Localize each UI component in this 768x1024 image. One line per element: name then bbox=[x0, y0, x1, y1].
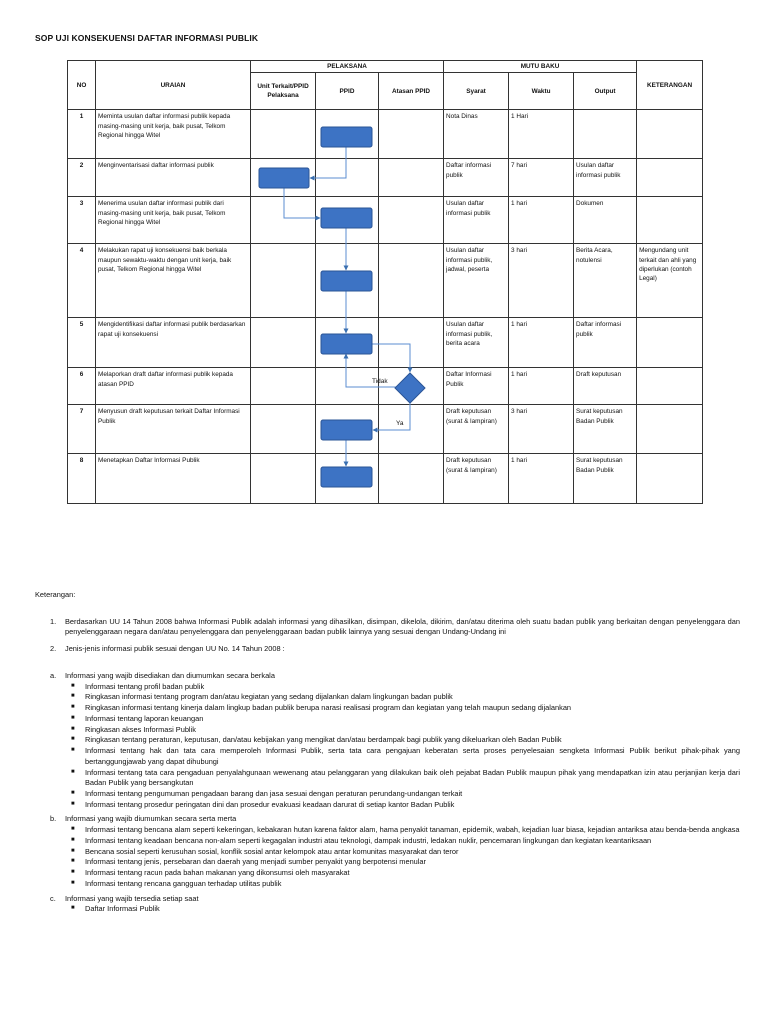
row-output: Daftar informasi publik bbox=[574, 318, 637, 368]
section-c-title bbox=[35, 894, 740, 905]
table-row bbox=[68, 197, 703, 244]
row-no: 7 bbox=[68, 405, 96, 454]
row-keterangan bbox=[637, 110, 703, 159]
row-syarat: Nota Dinas bbox=[444, 110, 509, 159]
row-syarat: Draft keputusan (surat & lampiran) bbox=[444, 454, 509, 504]
list-item: ■ Bencana sosial seperti kerusuhan sosial, konflik sosial antar kelompok atau antar komunitas masyarakat dan teror bbox=[71, 846, 459, 856]
row-syarat: Draft keputusan (surat & lampiran) bbox=[444, 405, 509, 454]
header-waktu: Waktu bbox=[509, 73, 574, 110]
row-no: 4 bbox=[68, 244, 96, 318]
list-item: ■ Informasi tentang bencana alam seperti kekeringan, kebakaran hutan karena faktor alam, hama penyakit tanaman, epidemik, wabah, kejadian luar biasa, kejadian antariksa atau benda-benda angkasa bbox=[71, 825, 740, 835]
row-uraian: Menginventarisasi daftar informasi publik bbox=[96, 159, 251, 197]
row-uraian: Menetapkan Daftar Informasi Publik bbox=[96, 454, 251, 504]
row-no: 5 bbox=[68, 318, 96, 368]
header-no: NO bbox=[68, 61, 96, 110]
row-output: Surat keputusan Badan Publik bbox=[574, 405, 637, 454]
note-number: 2. bbox=[50, 644, 57, 654]
list-item: ■ Informasi tentang profil badan publik bbox=[71, 681, 205, 691]
section-letter: a. bbox=[50, 670, 57, 680]
row-uraian: Melakukan rapat uji konsekuensi baik berkala maupun sewaktu-waktu dengan unit kerja, baik pusat, Telkom Regional hingga Witel bbox=[96, 244, 251, 318]
row-waktu: 1 hari bbox=[509, 197, 574, 244]
row-waktu: 3 hari bbox=[509, 244, 574, 318]
list-item: ■ Informasi tentang tata cara pengaduan penyalahgunaan wewenang atau pelanggaran yang dilakukan baik oleh pejabat Badan Publik maupun pihak yang mendapatkan izin atau perjanjian kerja dari Badan Publik yang bersangkutan bbox=[71, 767, 740, 788]
header-output: Output bbox=[574, 73, 637, 110]
row-output bbox=[574, 110, 637, 159]
row-output: Usulan daftar informasi publik bbox=[574, 159, 637, 197]
row-keterangan bbox=[637, 405, 703, 454]
table-row bbox=[68, 110, 703, 159]
list-item: ■ Informasi tentang pengumuman pengadaan barang dan jasa sesuai dengan peraturan perundang-undangan terkait bbox=[71, 789, 463, 799]
section-b-title bbox=[35, 814, 740, 825]
section-letter: c. bbox=[50, 893, 56, 903]
row-waktu: 1 Hari bbox=[509, 110, 574, 159]
list-item: ■ Ringkasan akses Informasi Publik bbox=[71, 724, 196, 734]
flow-label-tidak: Tidak bbox=[372, 378, 388, 385]
note-text: Jenis-jenis informasi publik sesuai dengan UU No. 14 Tahun 2008 : bbox=[65, 644, 285, 654]
row-no: 2 bbox=[68, 159, 96, 197]
list-item: ■ Ringkasan informasi tentang kinerja dalam lingkup badan publik berupa narasi realisasi program dan kegiatan yang telah maupun sedang dijalankan bbox=[71, 703, 572, 713]
note-item-2 bbox=[35, 644, 740, 655]
document-title: SOP UJI KONSEKUENSI DAFTAR INFORMASI PUBLIK bbox=[35, 33, 259, 43]
row-keterangan bbox=[637, 159, 703, 197]
list-item: ■ Daftar Informasi Publik bbox=[71, 904, 160, 914]
flow-label-ya: Ya bbox=[396, 420, 404, 427]
row-waktu: 7 hari bbox=[509, 159, 574, 197]
notes-section bbox=[35, 590, 740, 915]
header-mutu-baku: MUTU BAKU bbox=[444, 61, 637, 73]
table-row bbox=[68, 368, 703, 405]
row-no: 3 bbox=[68, 197, 96, 244]
header-unit: Unit Terkait/PPID Pelaksana bbox=[251, 73, 316, 110]
row-syarat: Usulan daftar informasi publik, jadwal, peserta bbox=[444, 244, 509, 318]
row-uraian: Mengidentifikasi daftar informasi publik berdasarkan rapat uji konsekuensi bbox=[96, 318, 251, 368]
row-output: Draft keputusan bbox=[574, 368, 637, 405]
header-atasan: Atasan PPID bbox=[379, 73, 444, 110]
header-ppid: PPID bbox=[316, 73, 379, 110]
row-output: Surat keputusan Badan Publik bbox=[574, 454, 637, 504]
table-row bbox=[68, 454, 703, 504]
list-item: ■ Ringkasan tentang peraturan, keputusan, dan/atau kebijakan yang mengikat dan/atau berdampak bagi publik yang dikeluarkan oleh Badan Publik bbox=[71, 735, 562, 745]
table-row bbox=[68, 405, 703, 454]
row-no: 8 bbox=[68, 454, 96, 504]
row-syarat: Usulan daftar informasi publik bbox=[444, 197, 509, 244]
row-waktu: 3 hari bbox=[509, 405, 574, 454]
section-c-list bbox=[35, 904, 740, 915]
row-keterangan: Mengundang unit terkait dan ahli yang diperlukan (contoh Legal) bbox=[637, 244, 703, 318]
list-item: ■ Informasi tentang rencana gangguan terhadap utilitas publik bbox=[71, 878, 282, 888]
list-item: ■ Informasi tentang keadaan bencana non-alam seperti kegagalan industri atau teknologi, dampak industri, ledakan nuklir, pencemaran lingkungan dan kegiatan keantariksaan bbox=[71, 835, 652, 845]
row-syarat: Daftar Informasi Publik bbox=[444, 368, 509, 405]
header-syarat: Syarat bbox=[444, 73, 509, 110]
note-text: Berdasarkan UU 14 Tahun 2008 bahwa Informasi Publik adalah informasi yang dihasilkan, disimpan, dikelola, dikirim, dan/atau diterima oleh suatu badan publik yang berkaitan dengan penyelenggara dan penyelenggaraan negara dan/atau penyelenggara dan penyelenggaraan badan publik lainnya yang sesuai dengan Undang-Undang ini bbox=[65, 616, 740, 637]
row-output: Dokumen bbox=[574, 197, 637, 244]
list-item: ■ Informasi tentang prosedur peringatan dini dan prosedur evakuasi keadaan darurat di setiap kantor Badan Publik bbox=[71, 799, 455, 809]
list-item: ■ Informasi tentang hak dan tata cara memperoleh Informasi Publik, serta tata cara pengajuan keberatan serta proses penyelesaian sengketa Informasi Publik berikut pihak-pihak yang bertanggungjawab yang dapat dihubungi bbox=[71, 746, 740, 766]
row-no: 6 bbox=[68, 368, 96, 405]
section-a-title bbox=[35, 671, 740, 682]
row-waktu: 1 hari bbox=[509, 454, 574, 504]
list-item: ■ Informasi tentang racun pada bahan makanan yang dikonsumsi oleh masyarakat bbox=[71, 868, 350, 878]
row-keterangan bbox=[637, 197, 703, 244]
section-title: Informasi yang wajib disediakan dan diumumkan secara berkala bbox=[65, 670, 275, 680]
row-waktu: 1 hari bbox=[509, 368, 574, 405]
row-uraian: Melaporkan draft daftar informasi publik kepada atasan PPID bbox=[96, 368, 251, 405]
row-keterangan bbox=[637, 368, 703, 405]
section-letter: b. bbox=[50, 814, 57, 824]
row-uraian: Menerima usulan daftar informasi publik dari masing-masing unit kerja, baik pusat, Telkom Regional hingga Witel bbox=[96, 197, 251, 244]
row-keterangan bbox=[637, 454, 703, 504]
row-waktu: 1 hari bbox=[509, 318, 574, 368]
section-b-list bbox=[35, 825, 740, 889]
list-item: ■ Informasi tentang jenis, persebaran dan daerah yang menjadi sumber penyakit yang berpotensi menular bbox=[71, 857, 426, 867]
header-pelaksana: PELAKSANA bbox=[251, 61, 444, 73]
list-item: ■ Ringkasan informasi tentang program dan/atau kegiatan yang sedang dijalankan dalam lingkungan badan publik bbox=[71, 692, 453, 702]
row-syarat: Daftar informasi publik bbox=[444, 159, 509, 197]
table-row bbox=[68, 159, 703, 197]
section-a-list bbox=[35, 682, 740, 811]
list-item: ■ Informasi tentang laporan keuangan bbox=[71, 713, 204, 723]
table-row bbox=[68, 318, 703, 368]
table-row bbox=[68, 244, 703, 318]
row-no: 1 bbox=[68, 110, 96, 159]
row-uraian: Menyusun draft keputusan terkait Daftar Informasi Publik bbox=[96, 405, 251, 454]
row-keterangan bbox=[637, 318, 703, 368]
section-title: Informasi yang wajib diumumkan secara serta merta bbox=[65, 814, 237, 824]
sop-table bbox=[67, 60, 703, 504]
header-keterangan: KETERANGAN bbox=[637, 61, 703, 110]
row-uraian: Meminta usulan daftar informasi publik kepada masing-masing unit kerja, baik pusat, Telkom Regional hingga Witel bbox=[96, 110, 251, 159]
notes-heading: Keterangan: bbox=[35, 590, 76, 599]
row-output: Berita Acara, notulensi bbox=[574, 244, 637, 318]
section-title: Informasi yang wajib tersedia setiap saat bbox=[65, 893, 199, 903]
note-item-1 bbox=[35, 617, 740, 638]
note-number: 1. bbox=[50, 616, 57, 626]
header-uraian: URAIAN bbox=[96, 61, 251, 110]
row-syarat: Usulan daftar informasi publik, berita acara bbox=[444, 318, 509, 368]
